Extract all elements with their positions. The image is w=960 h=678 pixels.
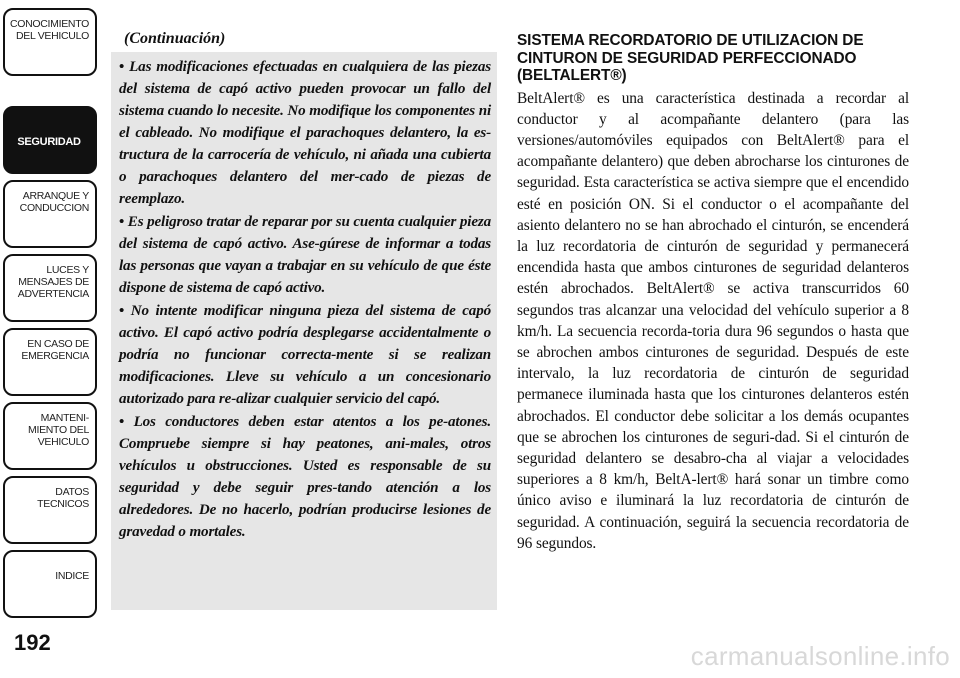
section-body: BeltAlert® es una característica destinada a recordar al conductor y al acompañante delantero (para las versiones/automóviles equipados con BeltAlert® para el acompañante delantero) que deben abrocharse los cinturones de seguridad. Esta característica se activa siempre que el encendido esté en posición ON. Si el conductor o el acompañante del asiento delantero no se han abrochado el cinturón, se encenderá la luz recordatoria de cinturón de seguridad y permanecerá encendida hasta que ambos cinturones de seguridad delanteros estén abrochados. BeltAlert® se activa transcurridos 60 segundos tras alcanzar una velocidad del vehículo superior a 8 km/h. La secuencia recorda-toria dura 96 segundos o hasta que se abrochen ambos cinturones de seguridad. Después de este intervalo, la luz recordatoria de cinturón de seguridad permanece iluminada hasta que los cinturones delanteros estén abrochados. El conductor debe solicitar a los demás ocupantes que se abrochen los cinturones de seguri-dad. Si el cinturón de seguridad delantero se desabro-cha al viajar a velocidades superiores a 8 km/h, BeltA-lert® hará sonar un timbre como único aviso e iluminará la luz recordatoria de cinturón de seguridad. A continuación, seguirá la secuencia recordatoria de 96 segundos.: [517, 89, 909, 552]
continued-heading: (Continuación): [124, 30, 226, 47]
tab-label: INDICE: [55, 570, 89, 582]
bullet-icon: •: [119, 303, 131, 319]
tab-label: MIENTO DEL: [28, 424, 89, 436]
tab-en-caso-de-emergencia[interactable]: [3, 328, 97, 396]
tab-label: TECNICOS: [37, 498, 89, 510]
tab-label: DATOS: [55, 486, 89, 498]
tab-seguridad[interactable]: [3, 106, 97, 174]
bullet-icon: •: [119, 214, 128, 230]
tab-label: ADVERTENCIA: [17, 288, 89, 300]
tab-datos-tecnicos[interactable]: [3, 476, 97, 544]
warning-box: [111, 52, 497, 610]
warning-bullet: [119, 211, 491, 299]
tab-label: DEL VEHICULO: [15, 30, 89, 42]
page-number: 192: [14, 630, 51, 655]
tab-label: MENSAJES DE: [18, 276, 89, 288]
warning-text: Las modificaciones efectuadas en cualquiera de las piezas del sistema de capó activo pueden provocar un fallo del sistema cuando lo necesite. No modifique los componentes ni el cableado. No modifique el parachoques delantero, la es-tructura de la carrocería de vehículo, ni añada una cubierta o parachoques delantero del mer-cado de piezas de reemplazo.: [119, 59, 491, 207]
chapter-sidebar: [0, 0, 100, 678]
bullet-icon: •: [119, 59, 130, 75]
tab-label: CONOCIMIENTO: [9, 18, 89, 30]
warning-text: No intente modificar ninguna pieza del sistema de capó activo. El capó activo podría desplegarse accidentalmente o podría no funcionar correcta-mente si se realizan modificaciones. Lleve su vehículo a un concesionario autorizado para re-alizar cualquier servicio del capó.: [119, 303, 491, 407]
tab-mantenimiento-del-vehiculo[interactable]: [3, 402, 97, 470]
beltalert-section: [517, 32, 909, 554]
bullet-icon: •: [119, 414, 134, 430]
tab-label: LUCES Y: [46, 264, 89, 276]
warning-text: Los conductores deben estar atentos a los pe-atones. Compruebe siempre si hay peatones, ani-males, otros vehículos u obstrucciones. Usted es responsable de su seguridad y debe seguir pres-tando atención a los alrededores. De no hacerlo, podrían producirse lesiones de gravedad o mortales.: [119, 414, 491, 540]
tab-label: CONDUCCION: [19, 202, 89, 214]
warning-bullet: [119, 300, 491, 410]
section-title: SISTEMA RECORDATORIO DE UTILIZACION DE CINTURON DE SEGURIDAD PERFECCIONADO (BELTALERT®): [517, 32, 864, 84]
tab-label: ARRANQUE Y: [22, 190, 89, 202]
tab-luces-y-mensajes[interactable]: [3, 254, 97, 322]
tab-arranque-y-conduccion[interactable]: [3, 180, 97, 248]
warning-text: Es peligroso tratar de reparar por su cuenta cualquier pieza del sistema de capó activo. Ase-gúrese de informar a todas las personas que vayan a trabajar en su vehículo de que éste dispone de sistema de capó activo.: [119, 214, 491, 296]
tab-indice[interactable]: [3, 550, 97, 618]
warning-bullet: [119, 56, 491, 210]
tab-label: EMERGENCIA: [21, 350, 89, 362]
tab-label: SEGURIDAD: [17, 136, 81, 148]
tab-label: VEHICULO: [37, 436, 89, 448]
tab-label: MANTENI-: [40, 412, 89, 424]
tab-conocimiento-del-vehiculo[interactable]: [3, 8, 97, 76]
watermark: carmanualsonline.info: [690, 641, 950, 671]
tab-label: EN CASO DE: [27, 338, 89, 350]
warning-bullet: [119, 411, 491, 543]
